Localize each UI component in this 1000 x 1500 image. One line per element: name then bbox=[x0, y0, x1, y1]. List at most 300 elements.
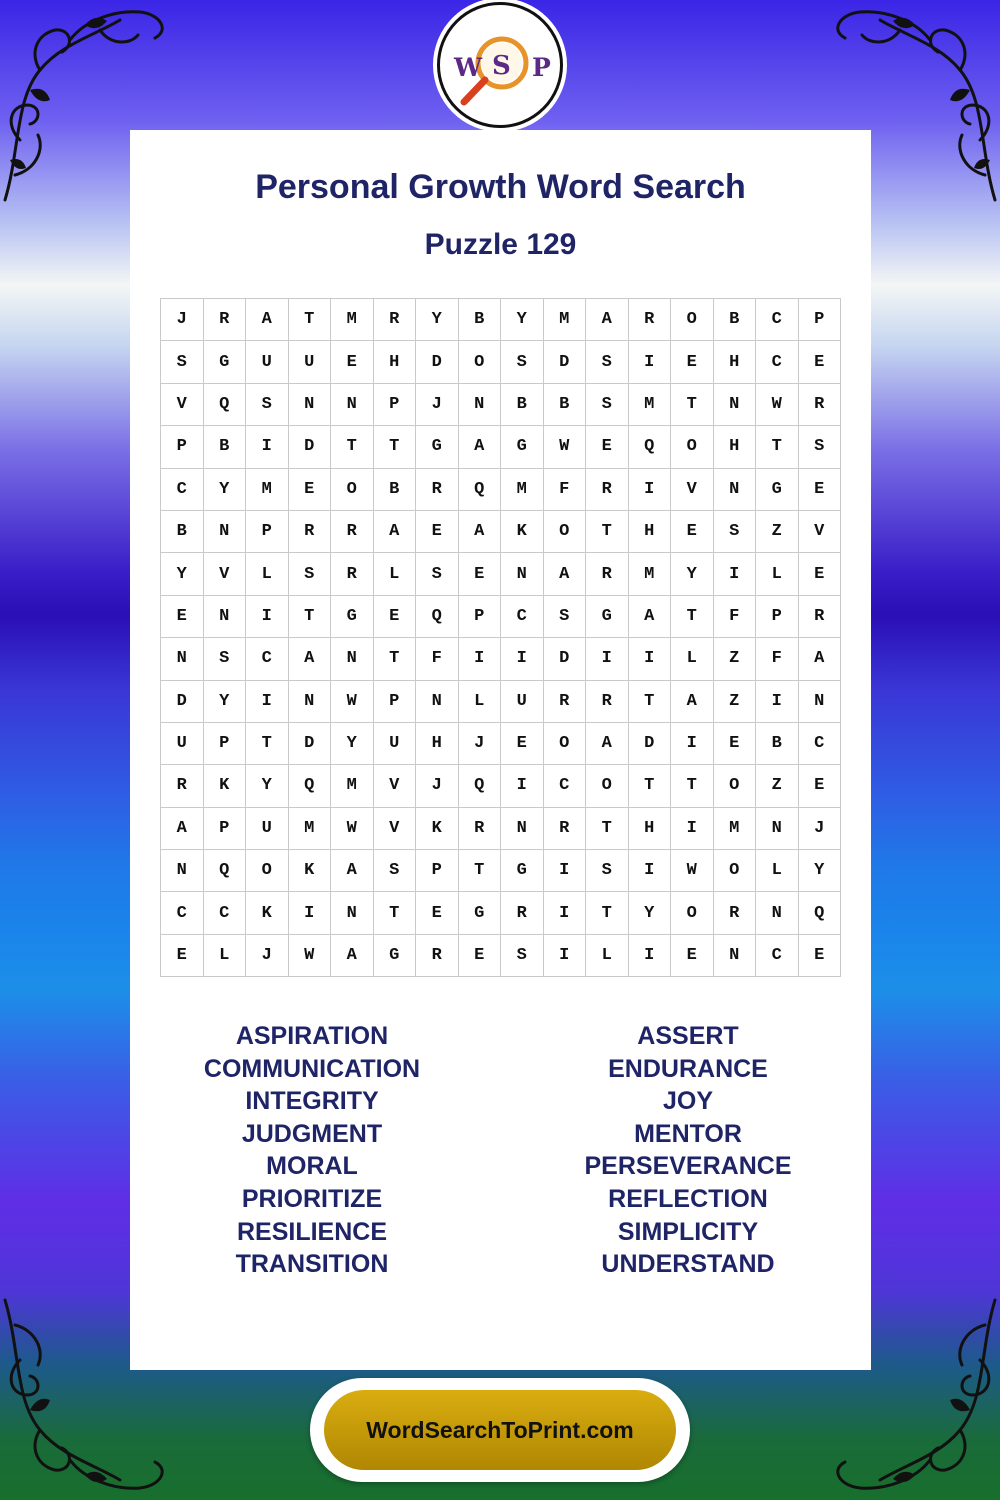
grid-cell[interactable]: A bbox=[543, 553, 586, 595]
grid-cell[interactable]: M bbox=[331, 765, 374, 807]
grid-cell[interactable]: L bbox=[671, 638, 714, 680]
grid-cell[interactable]: R bbox=[586, 553, 629, 595]
grid-cell[interactable]: T bbox=[671, 383, 714, 425]
grid-row bbox=[161, 934, 841, 976]
grid-cell[interactable]: Y bbox=[671, 553, 714, 595]
grid-cell[interactable]: I bbox=[543, 850, 586, 892]
grid-row bbox=[161, 892, 841, 934]
word-list-item: UNDERSTAND bbox=[601, 1250, 775, 1279]
word-list-item: COMMUNICATION bbox=[203, 1054, 421, 1083]
grid-cell[interactable]: P bbox=[203, 722, 246, 764]
grid-cell[interactable]: P bbox=[458, 595, 501, 637]
grid-row bbox=[161, 807, 841, 849]
grid-cell[interactable]: B bbox=[161, 510, 204, 552]
grid-cell[interactable]: B bbox=[373, 468, 416, 510]
grid-cell[interactable]: H bbox=[713, 341, 756, 383]
grid-cell[interactable]: E bbox=[416, 510, 459, 552]
grid-cell[interactable]: R bbox=[373, 299, 416, 341]
grid-cell[interactable]: V bbox=[671, 468, 714, 510]
grid-cell[interactable]: A bbox=[458, 426, 501, 468]
grid-cell[interactable]: I bbox=[628, 468, 671, 510]
grid-cell[interactable]: N bbox=[203, 595, 246, 637]
grid-cell[interactable]: K bbox=[203, 765, 246, 807]
grid-cell[interactable]: N bbox=[331, 892, 374, 934]
grid-cell[interactable]: A bbox=[288, 638, 331, 680]
grid-cell[interactable]: K bbox=[416, 807, 459, 849]
grid-cell[interactable]: Z bbox=[713, 680, 756, 722]
grid-cell[interactable]: D bbox=[161, 680, 204, 722]
grid-cell[interactable]: N bbox=[161, 638, 204, 680]
grid-cell[interactable]: Y bbox=[203, 468, 246, 510]
grid-cell[interactable]: T bbox=[671, 765, 714, 807]
grid-cell[interactable]: H bbox=[416, 722, 459, 764]
word-list-item: ENDURANCE bbox=[608, 1054, 768, 1083]
grid-cell[interactable]: N bbox=[713, 934, 756, 976]
grid-cell[interactable]: O bbox=[671, 299, 714, 341]
grid-cell[interactable]: E bbox=[161, 934, 204, 976]
grid-cell[interactable]: I bbox=[246, 680, 289, 722]
grid-cell[interactable]: W bbox=[543, 426, 586, 468]
word-list-item: ASPIRATION bbox=[235, 1022, 389, 1050]
grid-cell[interactable]: J bbox=[798, 807, 841, 849]
grid-cell[interactable]: B bbox=[501, 383, 544, 425]
word-list-item: MENTOR bbox=[634, 1119, 742, 1148]
grid-cell[interactable]: M bbox=[628, 553, 671, 595]
grid-cell[interactable]: Y bbox=[501, 299, 544, 341]
grid-cell[interactable]: H bbox=[628, 807, 671, 849]
grid-cell[interactable]: F bbox=[713, 595, 756, 637]
grid-cell[interactable]: L bbox=[586, 934, 629, 976]
grid-cell[interactable]: T bbox=[373, 892, 416, 934]
grid-cell[interactable]: A bbox=[458, 510, 501, 552]
grid-cell[interactable]: T bbox=[373, 426, 416, 468]
grid-cell[interactable]: Z bbox=[713, 638, 756, 680]
grid-cell[interactable]: D bbox=[288, 722, 331, 764]
grid-cell[interactable]: D bbox=[543, 341, 586, 383]
grid-cell[interactable]: E bbox=[373, 595, 416, 637]
grid-cell[interactable]: O bbox=[671, 426, 714, 468]
grid-cell[interactable]: Z bbox=[756, 510, 799, 552]
grid-cell[interactable]: T bbox=[331, 426, 374, 468]
grid-cell[interactable]: Q bbox=[458, 468, 501, 510]
letter-grid bbox=[160, 298, 841, 977]
grid-cell[interactable]: G bbox=[501, 426, 544, 468]
word-list-item: INTEGRITY bbox=[245, 1087, 379, 1116]
grid-cell[interactable]: R bbox=[543, 807, 586, 849]
grid-cell[interactable]: L bbox=[756, 850, 799, 892]
grid-cell[interactable]: G bbox=[331, 595, 374, 637]
grid-cell[interactable]: M bbox=[543, 299, 586, 341]
site-link-label[interactable]: WordSearchToPrint.com bbox=[324, 1390, 676, 1470]
grid-cell[interactable]: C bbox=[501, 595, 544, 637]
grid-cell[interactable]: E bbox=[671, 934, 714, 976]
grid-cell[interactable]: Q bbox=[203, 383, 246, 425]
logo-letter: W bbox=[454, 53, 483, 82]
grid-cell[interactable]: W bbox=[288, 934, 331, 976]
word-list-right bbox=[538, 1020, 838, 1281]
grid-cell[interactable]: D bbox=[543, 638, 586, 680]
word-list-item: TRANSITION bbox=[235, 1250, 389, 1279]
grid-cell[interactable]: N bbox=[798, 680, 841, 722]
grid-cell[interactable]: U bbox=[288, 341, 331, 383]
grid-cell[interactable]: G bbox=[373, 934, 416, 976]
grid-cell[interactable]: Q bbox=[416, 595, 459, 637]
grid-cell[interactable]: J bbox=[416, 383, 459, 425]
grid-cell[interactable]: R bbox=[203, 299, 246, 341]
grid-row bbox=[161, 638, 841, 680]
grid-cell[interactable]: S bbox=[798, 426, 841, 468]
grid-cell[interactable]: T bbox=[586, 510, 629, 552]
grid-cell[interactable]: L bbox=[246, 553, 289, 595]
grid-cell[interactable]: T bbox=[246, 722, 289, 764]
grid-cell[interactable]: I bbox=[628, 341, 671, 383]
word-list-left bbox=[162, 1020, 462, 1281]
grid-row bbox=[161, 383, 841, 425]
grid-cell[interactable]: Q bbox=[458, 765, 501, 807]
grid-cell[interactable]: P bbox=[161, 426, 204, 468]
grid-cell[interactable]: V bbox=[161, 383, 204, 425]
grid-cell[interactable]: R bbox=[416, 468, 459, 510]
grid-cell[interactable]: N bbox=[331, 383, 374, 425]
grid-cell[interactable]: K bbox=[246, 892, 289, 934]
grid-cell[interactable]: N bbox=[458, 383, 501, 425]
grid-cell[interactable]: Y bbox=[246, 765, 289, 807]
grid-cell[interactable]: Y bbox=[416, 299, 459, 341]
grid-cell[interactable]: P bbox=[373, 680, 416, 722]
grid-cell[interactable]: R bbox=[586, 680, 629, 722]
grid-cell[interactable]: L bbox=[756, 553, 799, 595]
grid-cell[interactable]: E bbox=[416, 892, 459, 934]
grid-cell[interactable]: R bbox=[288, 510, 331, 552]
grid-cell[interactable]: O bbox=[586, 765, 629, 807]
grid-cell[interactable]: O bbox=[713, 765, 756, 807]
grid-cell[interactable]: J bbox=[246, 934, 289, 976]
grid-cell[interactable]: E bbox=[501, 722, 544, 764]
grid-cell[interactable]: E bbox=[458, 934, 501, 976]
word-list-item: JUDGMENT bbox=[241, 1119, 383, 1148]
grid-cell[interactable]: I bbox=[246, 426, 289, 468]
grid-row bbox=[161, 299, 841, 341]
grid-cell[interactable]: M bbox=[288, 807, 331, 849]
grid-cell[interactable]: A bbox=[586, 299, 629, 341]
grid-row bbox=[161, 510, 841, 552]
grid-cell[interactable]: U bbox=[501, 680, 544, 722]
grid-cell[interactable]: I bbox=[671, 807, 714, 849]
grid-row bbox=[161, 553, 841, 595]
grid-cell[interactable]: Y bbox=[331, 722, 374, 764]
grid-cell[interactable]: O bbox=[246, 850, 289, 892]
grid-cell[interactable]: E bbox=[331, 341, 374, 383]
word-list-item: REFLECTION bbox=[608, 1184, 768, 1213]
grid-cell[interactable]: B bbox=[713, 299, 756, 341]
grid-cell[interactable]: T bbox=[628, 765, 671, 807]
grid-cell[interactable]: B bbox=[203, 426, 246, 468]
puzzle-number: Puzzle 129 bbox=[424, 228, 577, 261]
word-list-item: MORAL bbox=[266, 1152, 358, 1181]
grid-cell[interactable]: S bbox=[373, 850, 416, 892]
grid-cell[interactable]: F bbox=[543, 468, 586, 510]
grid-cell[interactable]: T bbox=[628, 680, 671, 722]
grid-cell[interactable]: E bbox=[713, 722, 756, 764]
grid-cell[interactable]: N bbox=[501, 807, 544, 849]
grid-cell[interactable]: R bbox=[628, 299, 671, 341]
grid-cell[interactable]: I bbox=[628, 850, 671, 892]
grid-cell[interactable]: P bbox=[416, 850, 459, 892]
grid-cell[interactable]: Q bbox=[628, 426, 671, 468]
grid-cell[interactable]: H bbox=[628, 510, 671, 552]
grid-cell[interactable]: V bbox=[373, 765, 416, 807]
grid-cell[interactable]: R bbox=[798, 595, 841, 637]
grid-cell[interactable]: N bbox=[288, 383, 331, 425]
grid-cell[interactable]: Z bbox=[756, 765, 799, 807]
grid-cell[interactable]: N bbox=[203, 510, 246, 552]
grid-cell[interactable]: A bbox=[798, 638, 841, 680]
grid-cell[interactable]: D bbox=[288, 426, 331, 468]
grid-cell[interactable]: R bbox=[161, 765, 204, 807]
grid-cell[interactable]: I bbox=[713, 553, 756, 595]
grid-cell[interactable]: M bbox=[246, 468, 289, 510]
page-title: Personal Growth Word Search bbox=[255, 168, 746, 206]
grid-cell[interactable]: S bbox=[416, 553, 459, 595]
grid-cell[interactable]: N bbox=[288, 680, 331, 722]
site-link-button[interactable] bbox=[310, 1378, 690, 1482]
grid-cell[interactable]: T bbox=[586, 892, 629, 934]
grid-cell[interactable]: I bbox=[628, 934, 671, 976]
grid-cell[interactable]: P bbox=[246, 510, 289, 552]
grid-cell[interactable]: R bbox=[416, 934, 459, 976]
grid-cell[interactable]: Q bbox=[203, 850, 246, 892]
grid-cell[interactable]: S bbox=[161, 341, 204, 383]
grid-cell[interactable]: T bbox=[586, 807, 629, 849]
grid-cell[interactable]: D bbox=[628, 722, 671, 764]
grid-cell[interactable]: T bbox=[756, 426, 799, 468]
grid-cell[interactable]: S bbox=[246, 383, 289, 425]
word-list-item: PRIORITIZE bbox=[241, 1184, 383, 1213]
grid-cell[interactable]: G bbox=[756, 468, 799, 510]
grid-cell[interactable]: E bbox=[458, 553, 501, 595]
grid-cell[interactable]: D bbox=[416, 341, 459, 383]
grid-cell[interactable]: I bbox=[458, 638, 501, 680]
grid-cell[interactable]: I bbox=[586, 638, 629, 680]
grid-cell[interactable]: T bbox=[288, 299, 331, 341]
grid-cell[interactable]: E bbox=[161, 595, 204, 637]
grid-cell[interactable]: S bbox=[288, 553, 331, 595]
grid-cell[interactable]: N bbox=[713, 383, 756, 425]
grid-cell[interactable]: G bbox=[416, 426, 459, 468]
grid-cell[interactable]: T bbox=[671, 595, 714, 637]
word-list-item: JOY bbox=[662, 1087, 714, 1116]
grid-cell[interactable]: B bbox=[458, 299, 501, 341]
grid-cell[interactable]: Q bbox=[288, 765, 331, 807]
grid-cell[interactable]: G bbox=[586, 595, 629, 637]
grid-cell[interactable]: E bbox=[586, 426, 629, 468]
grid-cell[interactable]: K bbox=[288, 850, 331, 892]
grid-cell[interactable]: O bbox=[331, 468, 374, 510]
grid-row bbox=[161, 680, 841, 722]
grid-cell[interactable]: O bbox=[543, 722, 586, 764]
grid-cell[interactable]: N bbox=[713, 468, 756, 510]
grid-cell[interactable]: E bbox=[671, 341, 714, 383]
grid-cell[interactable]: T bbox=[373, 638, 416, 680]
grid-cell[interactable]: R bbox=[586, 468, 629, 510]
grid-cell[interactable]: P bbox=[756, 595, 799, 637]
grid-cell[interactable]: I bbox=[671, 722, 714, 764]
grid-cell[interactable]: A bbox=[373, 510, 416, 552]
grid-cell[interactable]: O bbox=[458, 341, 501, 383]
grid-cell[interactable]: L bbox=[203, 934, 246, 976]
grid-cell[interactable]: T bbox=[288, 595, 331, 637]
grid-cell[interactable]: I bbox=[288, 892, 331, 934]
grid-cell[interactable]: V bbox=[373, 807, 416, 849]
grid-cell[interactable]: A bbox=[331, 934, 374, 976]
grid-cell[interactable]: B bbox=[756, 722, 799, 764]
grid-cell[interactable]: N bbox=[331, 638, 374, 680]
grid-cell[interactable]: S bbox=[501, 934, 544, 976]
grid-cell[interactable]: C bbox=[161, 468, 204, 510]
grid-row bbox=[161, 722, 841, 764]
word-list-item: ASSERT bbox=[637, 1022, 739, 1050]
grid-cell[interactable]: P bbox=[373, 383, 416, 425]
grid-row bbox=[161, 468, 841, 510]
grid-cell[interactable]: O bbox=[543, 510, 586, 552]
grid-cell[interactable]: A bbox=[586, 722, 629, 764]
grid-cell[interactable]: H bbox=[713, 426, 756, 468]
grid-cell[interactable]: J bbox=[161, 299, 204, 341]
grid-cell[interactable]: M bbox=[331, 299, 374, 341]
grid-cell[interactable]: S bbox=[586, 383, 629, 425]
grid-row bbox=[161, 426, 841, 468]
grid-cell[interactable]: R bbox=[713, 892, 756, 934]
grid-cell[interactable]: C bbox=[161, 892, 204, 934]
grid-cell[interactable]: M bbox=[713, 807, 756, 849]
grid-cell[interactable]: N bbox=[416, 680, 459, 722]
grid-cell[interactable]: A bbox=[671, 680, 714, 722]
grid-cell[interactable]: L bbox=[373, 553, 416, 595]
grid-cell[interactable]: I bbox=[628, 638, 671, 680]
grid-cell[interactable]: I bbox=[501, 765, 544, 807]
grid-cell[interactable]: W bbox=[756, 383, 799, 425]
grid-cell[interactable]: M bbox=[628, 383, 671, 425]
grid-cell[interactable]: O bbox=[713, 850, 756, 892]
grid-cell[interactable]: I bbox=[756, 680, 799, 722]
grid-cell[interactable]: U bbox=[246, 341, 289, 383]
grid-row bbox=[161, 765, 841, 807]
grid-cell[interactable]: R bbox=[458, 807, 501, 849]
grid-cell[interactable]: C bbox=[756, 934, 799, 976]
site-logo bbox=[437, 2, 563, 128]
grid-cell[interactable]: F bbox=[416, 638, 459, 680]
grid-cell[interactable]: G bbox=[501, 850, 544, 892]
grid-cell[interactable]: W bbox=[671, 850, 714, 892]
grid-cell[interactable]: U bbox=[161, 722, 204, 764]
grid-cell[interactable]: V bbox=[798, 510, 841, 552]
grid-cell[interactable]: W bbox=[331, 680, 374, 722]
grid-cell[interactable]: I bbox=[543, 892, 586, 934]
logo-letter: S bbox=[492, 51, 511, 81]
grid-cell[interactable]: C bbox=[246, 638, 289, 680]
grid-cell[interactable]: C bbox=[203, 892, 246, 934]
grid-cell[interactable]: Y bbox=[203, 680, 246, 722]
grid-cell[interactable]: G bbox=[458, 892, 501, 934]
grid-cell[interactable]: F bbox=[756, 638, 799, 680]
grid-cell[interactable]: S bbox=[501, 341, 544, 383]
grid-cell[interactable]: E bbox=[671, 510, 714, 552]
grid-row bbox=[161, 850, 841, 892]
word-list-item: SIMPLICITY bbox=[617, 1217, 759, 1246]
grid-cell[interactable]: B bbox=[543, 383, 586, 425]
grid-cell[interactable]: P bbox=[203, 807, 246, 849]
grid-cell[interactable]: R bbox=[798, 383, 841, 425]
grid-cell[interactable]: S bbox=[203, 638, 246, 680]
grid-cell[interactable]: C bbox=[756, 299, 799, 341]
grid-cell[interactable]: K bbox=[501, 510, 544, 552]
grid-cell[interactable]: T bbox=[458, 850, 501, 892]
word-list-item: RESILIENCE bbox=[236, 1217, 388, 1246]
grid-cell[interactable]: S bbox=[586, 850, 629, 892]
grid-cell[interactable]: C bbox=[543, 765, 586, 807]
grid-cell[interactable]: E bbox=[798, 341, 841, 383]
grid-cell[interactable]: R bbox=[543, 680, 586, 722]
grid-cell[interactable]: V bbox=[203, 553, 246, 595]
grid-cell[interactable]: Y bbox=[798, 850, 841, 892]
grid-cell[interactable]: N bbox=[756, 892, 799, 934]
grid-cell[interactable]: A bbox=[331, 850, 374, 892]
grid-cell[interactable]: S bbox=[713, 510, 756, 552]
grid-cell[interactable]: E bbox=[798, 468, 841, 510]
grid-cell[interactable]: H bbox=[373, 341, 416, 383]
grid-cell[interactable]: A bbox=[246, 299, 289, 341]
grid-cell[interactable]: M bbox=[501, 468, 544, 510]
word-list-item: PERSEVERANCE bbox=[584, 1152, 792, 1181]
grid-cell[interactable]: J bbox=[458, 722, 501, 764]
grid-cell[interactable]: E bbox=[798, 765, 841, 807]
grid-cell[interactable]: C bbox=[756, 341, 799, 383]
grid-cell[interactable]: I bbox=[501, 638, 544, 680]
grid-cell[interactable]: E bbox=[288, 468, 331, 510]
grid-cell[interactable]: N bbox=[501, 553, 544, 595]
grid-cell[interactable]: R bbox=[331, 553, 374, 595]
grid-cell[interactable]: P bbox=[798, 299, 841, 341]
grid-cell[interactable]: R bbox=[331, 510, 374, 552]
grid-cell[interactable]: O bbox=[671, 892, 714, 934]
grid-cell[interactable]: C bbox=[798, 722, 841, 764]
grid-cell[interactable]: Y bbox=[161, 553, 204, 595]
grid-cell[interactable]: G bbox=[203, 341, 246, 383]
grid-cell[interactable]: Y bbox=[628, 892, 671, 934]
logo-letter: P bbox=[532, 53, 551, 82]
puzzle-card bbox=[130, 130, 871, 1370]
grid-cell[interactable]: U bbox=[246, 807, 289, 849]
grid-cell[interactable]: E bbox=[798, 553, 841, 595]
grid-cell[interactable]: S bbox=[586, 341, 629, 383]
grid-cell[interactable]: N bbox=[161, 850, 204, 892]
grid-cell[interactable]: S bbox=[543, 595, 586, 637]
grid-cell[interactable]: A bbox=[628, 595, 671, 637]
grid-cell[interactable]: A bbox=[161, 807, 204, 849]
grid-cell[interactable]: Q bbox=[798, 892, 841, 934]
grid-cell[interactable]: E bbox=[798, 934, 841, 976]
grid-row bbox=[161, 341, 841, 383]
grid-cell[interactable]: W bbox=[331, 807, 374, 849]
grid-cell[interactable]: N bbox=[756, 807, 799, 849]
grid-cell[interactable]: I bbox=[543, 934, 586, 976]
grid-cell[interactable]: I bbox=[246, 595, 289, 637]
grid-cell[interactable]: R bbox=[501, 892, 544, 934]
grid-cell[interactable]: L bbox=[458, 680, 501, 722]
grid-cell[interactable]: U bbox=[373, 722, 416, 764]
grid-row bbox=[161, 595, 841, 637]
grid-cell[interactable]: J bbox=[416, 765, 459, 807]
